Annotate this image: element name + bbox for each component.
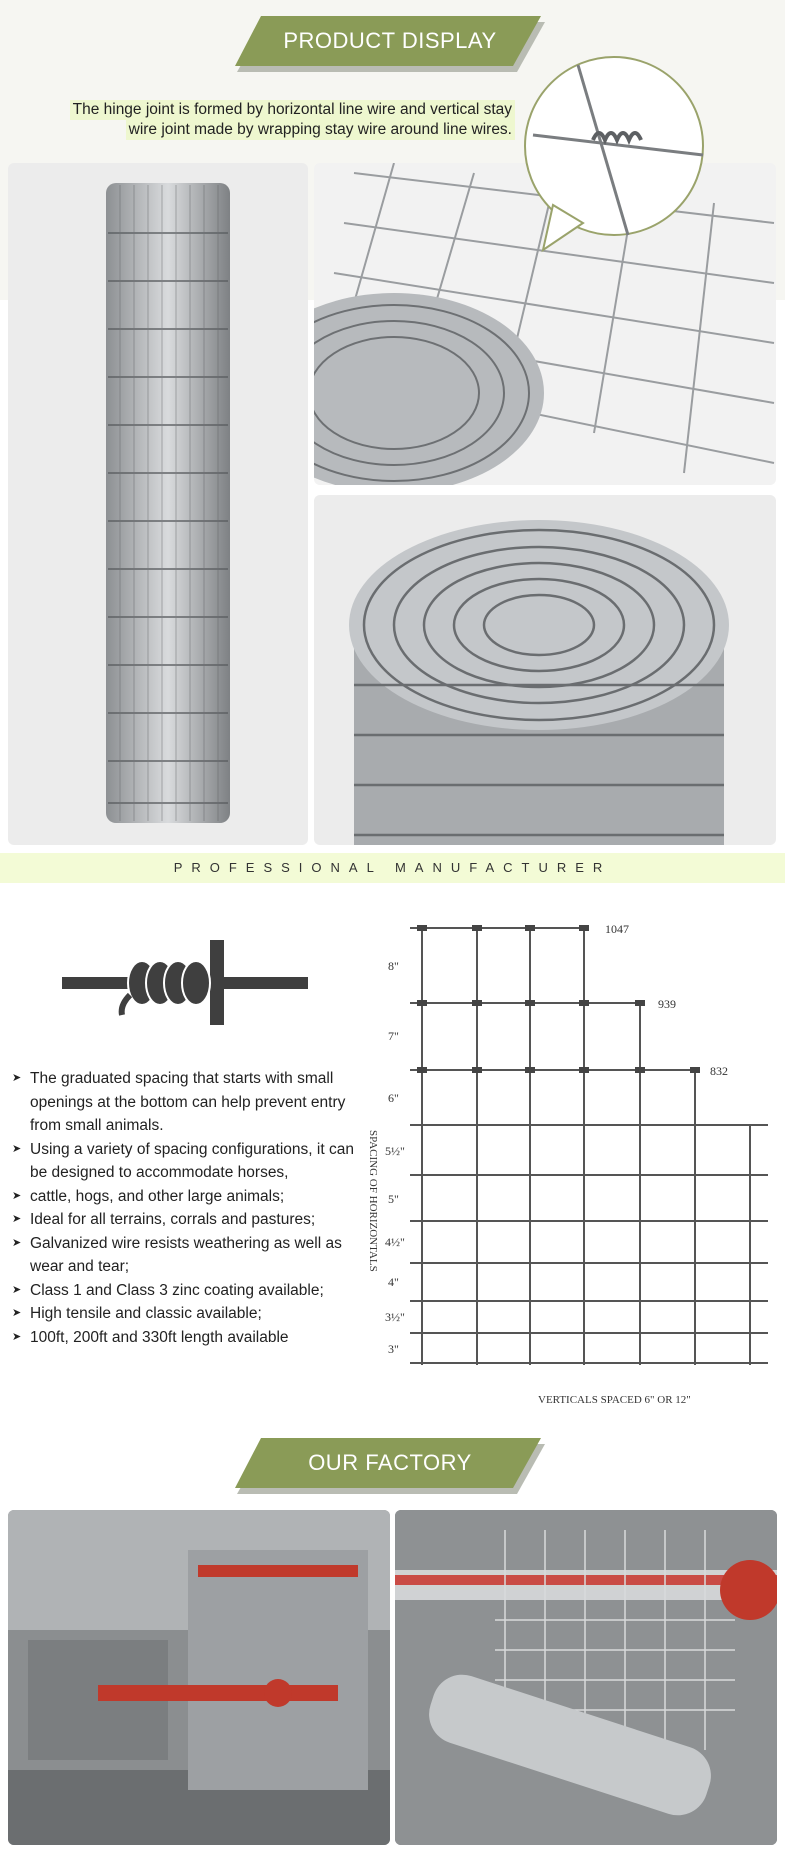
hinge-joint-illustration: [523, 55, 713, 255]
feature-list: [12, 1067, 372, 1349]
feature-item: ➤ Galvanized wire resists weathering as well as wear and tear;: [12, 1232, 372, 1279]
spacing-axis-label: SPACING OF HORIZONTALS: [367, 1130, 379, 1272]
bullet-arrow-icon: ➤: [12, 1330, 22, 1343]
our-factory-heading: OUR FACTORY: [308, 1450, 472, 1475]
hinge-description: [70, 100, 515, 140]
diagram-lines: [410, 928, 768, 1365]
feature-item: ➤ Using a variety of spacing configurations, it can be designed to accommodate horses,: [12, 1138, 372, 1185]
coiled-roll-illustration: [314, 495, 776, 845]
height-label-832: 832: [710, 1064, 728, 1078]
tall-roll-photo: [8, 163, 308, 845]
feature-item: ➤ Ideal for all terrains, corrals and pastures;: [12, 1208, 372, 1232]
hinge-line-2: wire joint made by wrapping stay wire around line wires.: [126, 120, 515, 140]
hinge-joint-closeup: [523, 55, 705, 237]
tall-roll-illustration: [8, 163, 308, 845]
spacing-label: 4½": [385, 1235, 405, 1249]
feature-item: ➤ cattle, hogs, and other large animals;: [12, 1185, 372, 1209]
spacing-label: 5½": [385, 1144, 405, 1158]
feature-item: ➤ Class 1 and Class 3 zinc coating available;: [12, 1279, 372, 1303]
wire-twist-icon: [60, 940, 310, 1025]
feature-item: ➤ The graduated spacing that starts with small openings at the bottom can help prevent entry from small animals.: [12, 1067, 372, 1138]
bullet-arrow-icon: ➤: [12, 1307, 22, 1319]
bullet-arrow-icon: ➤: [12, 1189, 22, 1202]
spacing-label: 4": [388, 1275, 399, 1289]
bullet-arrow-icon: ➤: [12, 1142, 22, 1155]
fence-spacing-diagram: [360, 915, 780, 1415]
factory-photo-right: [395, 1510, 777, 1845]
spacing-label: 7": [388, 1029, 399, 1043]
professional-manufacturer-band: [0, 853, 785, 883]
bullet-arrow-icon: ➤: [12, 1236, 22, 1249]
feature-item: ➤ 100ft, 200ft and 330ft length available: [12, 1326, 372, 1350]
verticals-label: VERTICALS SPACED 6" OR 12": [538, 1394, 691, 1406]
bullet-arrow-icon: ➤: [12, 1283, 22, 1296]
spacing-label: 5": [388, 1192, 399, 1206]
spacing-label: 8": [388, 959, 399, 973]
hinge-line-1: The hinge joint is formed by horizontal line wire and vertical stay: [70, 100, 515, 120]
bullet-arrow-icon: ➤: [12, 1072, 22, 1084]
our-factory-banner: [235, 1438, 545, 1488]
height-label-1047: 1047: [605, 922, 629, 936]
factory-machine-illustration: [8, 1510, 390, 1845]
bullet-arrow-icon: ➤: [12, 1213, 22, 1225]
spacing-label: 3½": [385, 1310, 405, 1324]
factory-photo-left: [8, 1510, 390, 1845]
product-display-banner: [235, 16, 545, 66]
product-display-heading: PRODUCT DISPLAY: [283, 28, 497, 53]
feature-item: ➤ High tensile and classic available;: [12, 1302, 372, 1326]
factory-roller-illustration: [395, 1510, 777, 1845]
professional-manufacturer-label: PROFESSIONAL MANUFACTURER: [173, 860, 612, 875]
coiled-roll-photo: [314, 495, 776, 845]
height-label-939: 939: [658, 997, 676, 1011]
spacing-label: 6": [388, 1091, 399, 1105]
spacing-label: 3": [388, 1342, 399, 1356]
